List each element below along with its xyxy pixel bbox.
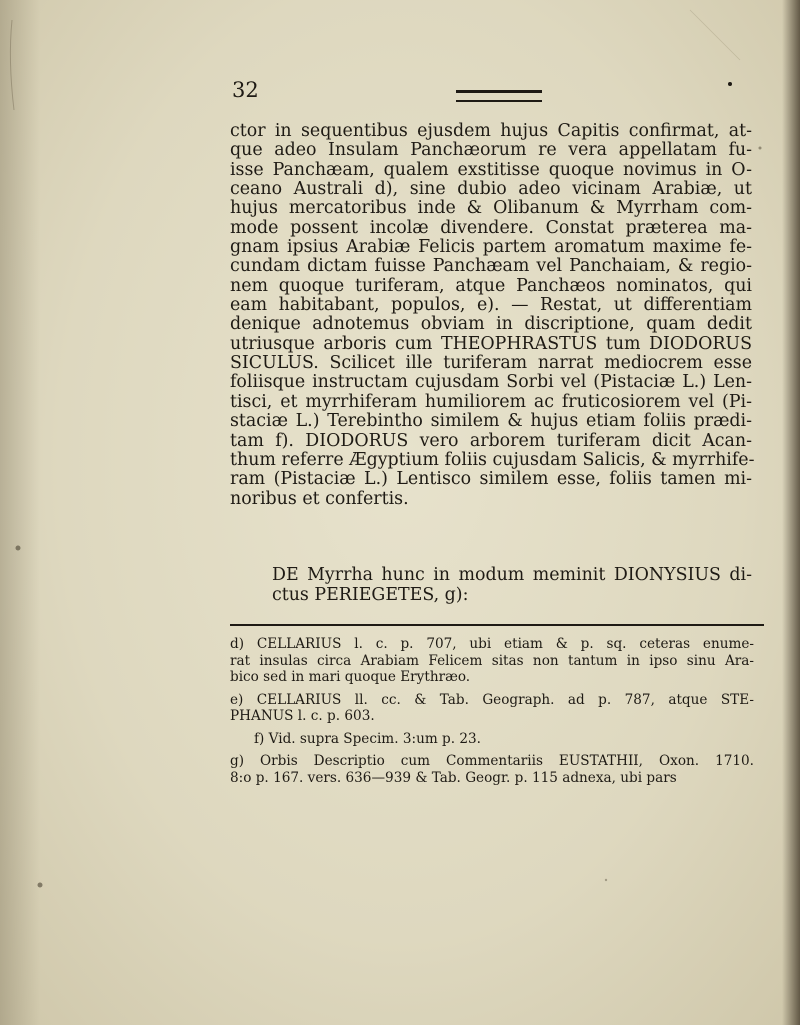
text-line: hujus mercatoribus inde & Olibanum & Myrrham com- (230, 198, 752, 219)
text-line: cundam dictam fuisse Panchæam vel Panchaiam, & regio- (230, 256, 752, 277)
footnote-line: f) Vid. supra Specim. 3:um p. 23. (254, 730, 481, 747)
text-line: denique adnotemus obviam in discriptione, quam dedit (230, 314, 752, 335)
text-line: mode possent incolæ divendere. Constat præterea ma- (230, 217, 752, 238)
footnote-line: rat insulas circa Arabiam Felicem sitas non tantum in ipso sinu Ara- (230, 652, 754, 669)
text-line: SICULUS. Scilicet ille turiferam narrat mediocrem esse (230, 353, 752, 374)
page-number: 32 (232, 78, 259, 102)
quote-line: ctus PERIEGETES, g): (272, 585, 469, 605)
text-line: gnam ipsius Arabiæ Felicis partem aromatum maxime fe- (230, 237, 752, 258)
text-line: utriusque arboris cum THEOPHRASTUS tum DIODORUS (230, 333, 752, 354)
footnote-line: bico sed in mari quoque Erythræo. (230, 669, 471, 685)
text-line: eam habitabant, populos, e). — Restat, ut differentiam (230, 295, 752, 316)
text-line: staciæ L.) Terebintho similem & hujus etiam foliis prædi- (230, 411, 752, 432)
text-line: foliisque instructam cujusdam Sorbi vel (Pistaciæ L.) Len- (230, 372, 752, 393)
footnote-line: d) CELLARIUS l. c. p. 707, ubi etiam & p. sq. ceteras enume- (230, 636, 754, 652)
text-line: tisci, et myrrhiferam humiliorem ac fruticosiorem vel (Pi- (230, 391, 752, 412)
text-line: que adeo Insulam Panchæorum re vera appellatam fu- (230, 140, 752, 161)
footnote-line: e) CELLARIUS ll. cc. & Tab. Geograph. ad p. 787, atque STE- (230, 691, 754, 708)
footnote-line: g) Orbis Descriptio cum Commentariis EUSTATHII, Oxon. 1710. (230, 753, 754, 769)
text-line: ctor in sequentibus ejusdem hujus Capitis confirmat, at- (230, 121, 752, 141)
footnote-line: 8:o p. 167. vers. 636—939 & Tab. Geogr. p. 115 adnexa, ubi pars (230, 769, 677, 786)
text-line: ram (Pistaciæ L.) Lentisco similem esse, foliis tamen mi- (230, 469, 752, 490)
text-line: noribus et confertis. (230, 488, 409, 509)
text-line: isse Panchæam, qualem exstitisse quoque novimus in O- (230, 159, 752, 180)
text-line: tam f). DIODORUS vero arborem turiferam dicit Acan- (230, 430, 752, 451)
text-line: thum referre Ægyptium foliis cujusdam Salicis, & myrrhife- (230, 449, 755, 470)
text-line: nem quoque turiferam, atque Panchæos nominatos, qui (230, 275, 752, 296)
quote-line: DE Myrrha hunc in modum meminit DIONYSIUS di- (272, 565, 752, 585)
footnote-line: PHANUS l. c. p. 603. (230, 708, 375, 724)
text-line: ceano Australi d), sine dubio adeo vicinam Arabiæ, ut (230, 179, 752, 200)
